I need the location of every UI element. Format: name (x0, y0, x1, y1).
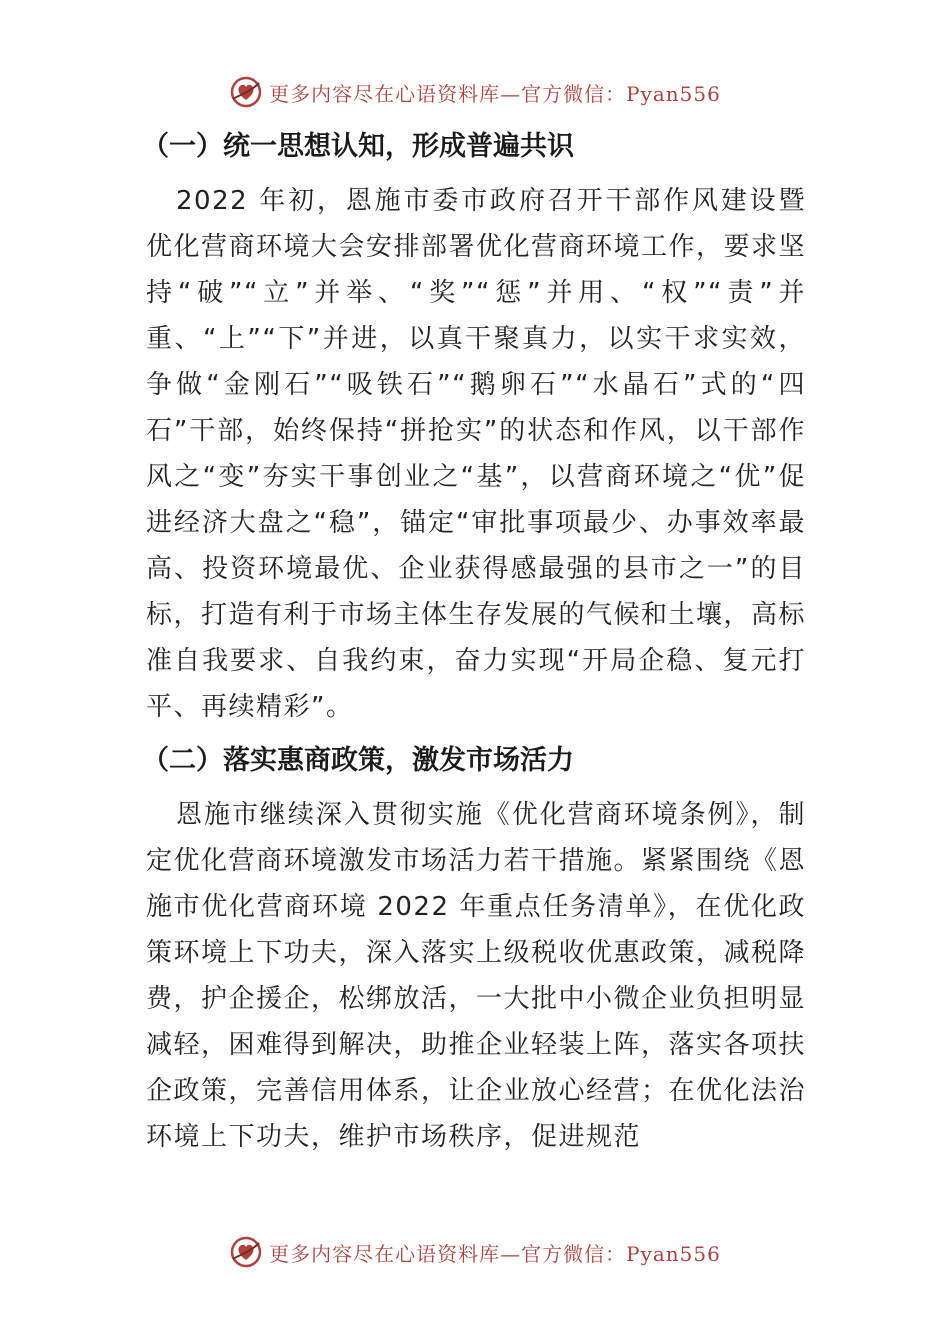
section-heading-1: （一）统一思想认知，形成普遍共识 (142, 131, 574, 162)
heart-logo-icon (229, 75, 263, 109)
footer-banner (0, 1232, 950, 1272)
header-banner (0, 72, 950, 112)
heart-logo-icon (229, 1235, 263, 1269)
section-heading-2: （二）落实惠商政策，激发市场活力 (142, 745, 574, 776)
section-paragraph-2: 恩施市继续深入贯彻实施《优化营商环境条例》，制定优化营商环境激发市场活力若干措施。紧紧围绕《恩施市优化营商环境 2022 年重点任务清单》，在优化政策环境上下功夫，深入落实上级税收优惠政策，减税降费，护企援企，松绑放活，一大批中小微企业负担明显减轻，困难得到解决，助推企业轻装上阵，落实各项扶企政策，完善信用体系，让企业放心经营；在优化法治环境上下功夫，维护市场秩序，促进规范 (146, 800, 807, 1152)
section-paragraph-1: 2022 年初，恩施市委市政府召开干部作风建设暨优化营商环境大会安排部署优化营商环境工作，要求坚持“破”“立”并举、“奖”“惩”并用、“权”“责”并重、“上”“下”并进，以真干聚真力，以实干求实效，争做“金刚石”“吸铁石”“鹅卵石”“水晶石”式的“四石”干部，始终保持“拼抢实”的状态和作风，以干部作风之“变”夯实干事创业之“基”，以营商环境之“优”促进经济大盘之“稳”，锚定“审批事项最少、办事效率最高、投资环境最优、企业获得感最强的县市之一”的目标，打造有利于市场主体生存发展的气候和土壤，高标准自我要求、自我约束，奋力实现“开局企稳、复元打平、再续精彩”。 (146, 186, 807, 722)
banner-text: 更多内容尽在心语资料库—官方微信：Pyan556 (269, 81, 721, 106)
banner-text: 更多内容尽在心语资料库—官方微信：Pyan556 (269, 1241, 721, 1266)
document-body (142, 122, 807, 1166)
